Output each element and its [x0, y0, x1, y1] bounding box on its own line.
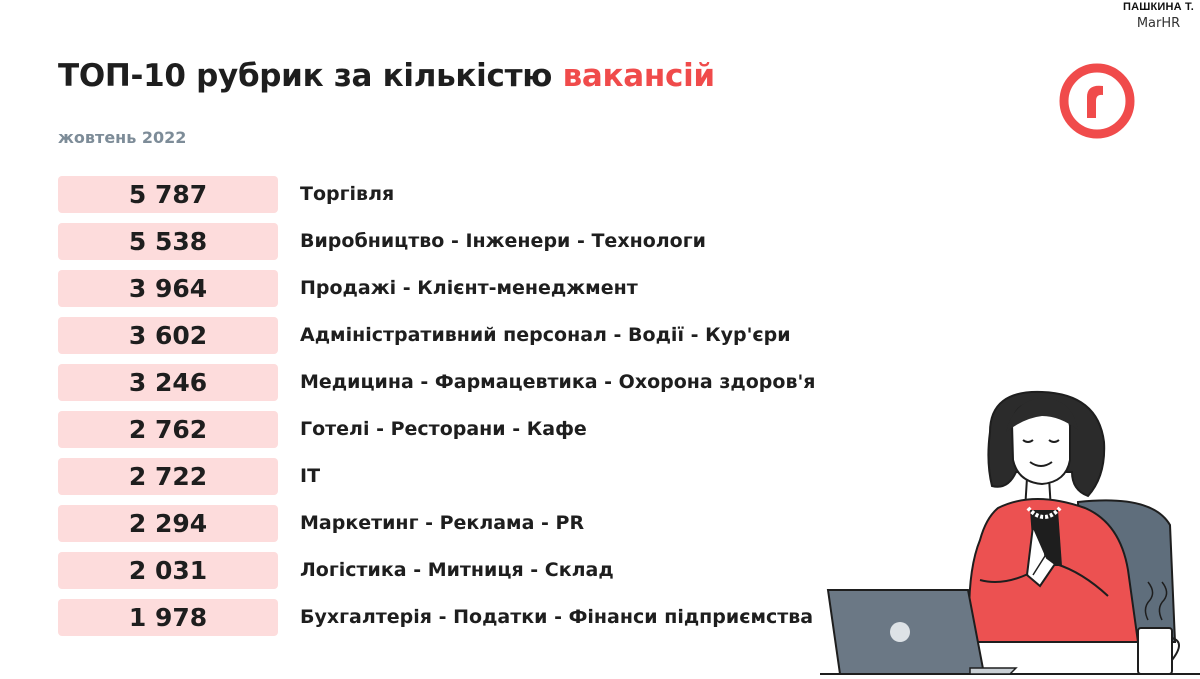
vacancy-count: 3 964: [58, 270, 278, 307]
author-credit: [1123, 1, 1194, 31]
ranking-row: [58, 270, 958, 317]
page-subtitle: жовтень 2022: [58, 128, 187, 147]
vacancy-count: 2 762: [58, 411, 278, 448]
ranking-row: [58, 176, 958, 223]
vacancy-count: 2 031: [58, 552, 278, 589]
ranking-row: [58, 223, 958, 270]
vacancy-count: 3 602: [58, 317, 278, 354]
title-accent: вакансій: [562, 58, 715, 94]
vacancy-count: 3 246: [58, 364, 278, 401]
vacancy-count: 5 538: [58, 223, 278, 260]
ranking-row: [58, 317, 958, 364]
vacancy-count: 2 722: [58, 458, 278, 495]
category-label: Бухгалтерія - Податки - Фінанси підприємства: [300, 606, 814, 628]
title-main: ТОП-10 рубрик за кількістю: [58, 58, 563, 94]
category-label: Продажі - Клієнт-менеджмент: [300, 277, 638, 299]
category-label: Медицина - Фармацевтика - Охорона здоров'я: [300, 371, 816, 393]
vacancy-count: 1 978: [58, 599, 278, 636]
category-label: Виробництво - Інженери - Технологи: [300, 230, 706, 252]
category-label: IT: [300, 465, 321, 487]
vacancy-count: 5 787: [58, 176, 278, 213]
category-label: Готелі - Ресторани - Кафе: [300, 418, 587, 440]
category-label: Адміністративний персонал - Водії - Кур'єри: [300, 324, 791, 346]
author-name: ПАШКИНА Т.: [1122, 1, 1194, 13]
woman-at-laptop-illustration: [820, 380, 1200, 679]
vacancy-count: 2 294: [58, 505, 278, 542]
category-label: Маркетинг - Реклама - PR: [300, 512, 585, 534]
author-brand: MarHR: [1136, 16, 1181, 31]
page-title: [58, 58, 715, 94]
rabota-r-logo-icon: [1058, 62, 1136, 140]
category-label: Логістика - Митниця - Склад: [300, 559, 614, 581]
category-label: Торгівля: [300, 183, 395, 205]
